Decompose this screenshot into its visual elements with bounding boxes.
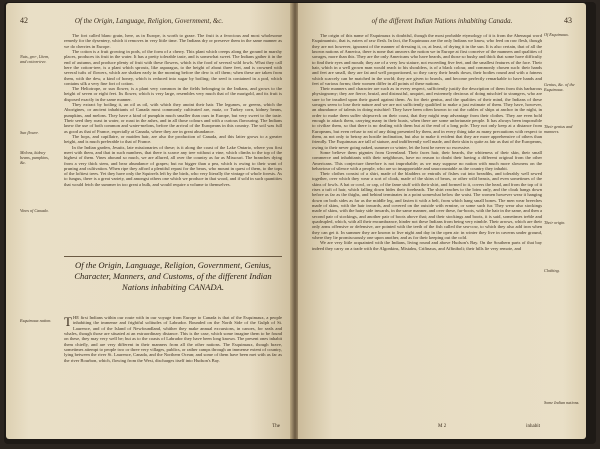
left-paragraph: The cotton is a fruit growing in pods, of the form of a cherry. This plant which creeps along the ground in marshy places, produces its fruit in the water. It has a pretty tolerable taste, and is somewhat sweet. The Indians gather it in the end of autumn, and produce plenty of fruit with these flowers, which is the food of several wild fowls. What they call here the cotton-tree, is a plant which sprouts, like asparagus, to the height of about three feet, and is crowned with several tufts of flowers, which are shaken early in the morning before the dew is off them; when these are taken from them, with the dew, a kind of honey, which is reduced into sugar by boiling; the seed is contained in a pod, which contains silk a very fine fort of cotton. (64, 48, 282, 86)
left-paragraph: The hops, and capillaire, or maiden hair, are also the production of Canada, and this latter grows to a greater height, and is much preferable to that of France. (64, 133, 282, 145)
right-running-head: of the different Indian Nations inhabiting Canada. (371, 17, 513, 25)
left-margin-note: Vines of Canada. (20, 208, 49, 213)
signature-mark: M 2 (438, 424, 447, 429)
left-paragraph: In the Indian garden, Jesuits, late missionaries of these; is it along the coast of the Lake Ontario, where you first meet with them, and that in such numbers, that there is scarce any tree without a vine, which climbs to the top of the highest of them. Vines abound so much, we are allured, all over the country as far as Missouri. The branches dying from a very thick stem, and bear abundance of grapes; but no bigger than a pea, which is owing to their want of pruning and cultivation. When ripe they afford a plentiful repast for the bears, who mount in quest of them, to the tops of the loftiest trees. Yet they have only the Squirrels left by the birds, who very literally the vintage of whole forests. As to fungus, there is a great variety, and amongst others one which we produce in that wood, and if sold in such quantities that would fetch the summer in too great a bulk, and would require a volume to themselves. (64, 144, 282, 187)
right-page-number: 43 (564, 16, 572, 25)
chapter-opening-text (64, 315, 282, 363)
left-margin-note: Nuts, gro-, Lhem, and cotton-tree. (20, 54, 50, 64)
right-body-text (312, 33, 542, 251)
right-margin-note: Genius, &c. of the Esquimaux. (544, 82, 575, 92)
chapter-title: Of the Origin, Language, Religion, Government, Genius, Character, Manners, and Customs, of the different Indian Nations inhabiting CANADA. (74, 260, 272, 292)
right-paragraph: The origin of this name of Esquimaux is doubtful, though the most probable etymology of it is from the Abenaqui word Esquimantsic, that is, eaters of raw flesh. In fact, the Esquimaux are the only Indians we know, who feed on raw flesh, though they are not however, ignorant of the manner of dressing it, or, at least, of drying it in the sun. It is also certain, that of all the known nations of America, there is none that answers the notion we in Europe at first conceive of the manners and qualities of savages, more than this. They are the only Americans who have beards, and those so bushy and thick that some have difficulty to find their eyes and mouth; they are of a very low stature, not exceeding five feet, and the smallest features of the face. Their hair, which in a well grown man would reach to his shoulders, is of a black colour, and commonly chosen such: their hands and feet are small, they are fat and well proportioned, so they carry their heads down, their bodies round and with a fatness which scarcely can be matched in the world; they are given to brawls, and become perfectly remarkable to have hands and feet of various forms; their women differ in all points of these nations. (312, 33, 542, 86)
left-margin-note: Sun flower. (20, 130, 39, 135)
right-margin-note: Clothing. (544, 268, 560, 273)
right-catchword: inhabit (526, 424, 540, 429)
left-paragraph: The Heliotrope, or sun flower, is a plant very common in the fields belonging to the Indians, and grows to the height of seven or eight feet. Its flower, which is very large, resembles very much that of the marigold, and its fruit is disposed exactly in the same manner. (64, 86, 282, 102)
left-catchword: The (272, 424, 280, 429)
left-paragraph: They extract by boiling it, an oil as oil, with which they anoint their hair. The legumes, or greens, which the Aborigines, or ancient inhabitants of Canada most commonly cultivated are, maiz, or Turkey corn, kidney beans, pumpkins, and melons. They have a kind of pumpkin much smaller than ours in Europe, but very sweet to the taste. Their seed they roast in water, or roast in the ashes, and in all those colours and with a curious flavouring. The Indians knew the use of both common and water-melons, before the arrival of the Europeans in this country. The soil was full as good as that of France, especially at Canada, where they are in great abundance. (64, 102, 282, 134)
left-margin-note-chapter: Esquimaux nation. (20, 318, 52, 323)
right-margin-note: Their origin. (544, 220, 566, 225)
drop-cap: T (64, 314, 72, 329)
chapter-rule (64, 256, 282, 257)
left-margin-note: Melons, kidney beans, pumpkins, &c. (20, 150, 49, 165)
left-running-head: Of the Origin, Language, Religion, Government, &c. (74, 17, 224, 25)
right-paragraph: Their manners and character are such as in every respect, sufficiently justify the description of them from this barbarous physiognomy; they are fierce, brutal, and distrustful, unquiet, and extremely desirous of doing mischief to strangers, who are sure to be insulted upon their guard against them. As for their genius, and the qualities of their mind, the Indians of these savages seem to lose their nature and we are not sufficiently qualified to make a just estimate of them. They have, however, an abundance of talents in doing mischief: They have been often known to cut the cables of ships at anchor in the night, in order to make them suffer shipwreck on their coast, that they might reap advantage from their clothes. They are even bold enough to attack them, carrying many in their boats, when there are some unfortunate people. It has always been impossible to civilize them, so that there is no dealing with them but at the end of a long pole. They not only keep at a distance from Europeans, but even refuse to eat of any thing presented by them, and in every thing take as many precautions with respect to them, as not only to betray an hostile inclination, but also to make it evident that they are more apprehensive of others than friendly. The Esquimaux are tall of stature, and indifferently well made, and their skin is quite as fair as that of the Europeans, owing to their never going naked, summer or winter, let the heat be never so excessive. (312, 86, 542, 150)
right-margin-note: Some Indian nations. (544, 400, 580, 405)
right-page (298, 3, 586, 439)
left-page-number: 42 (20, 16, 28, 25)
right-paragraph: Their clothes consist of a shirt, made of the bladders or entrails of fishes cut into breadths, and tolerably well sewed together, over which they wear a sort of cloak, made of the skins of bears, or other wild beasts, and even sometimes of the skins of fowls. A hat or cowl, or cap, of the fame stuff with their shirt, and formed to it, covers the head, and from the top of it rises a tuft of hair, which falling down hides their foreheads. The shirt reaches to the loins only, and the cloak hangs down before as far as the thighs, and behind terminates in a point somewhat below the waist. The women however wear it hanging down on both sides as far as the middle leg, and fasten it with a belt, from which hang small bones. The men wear breeches made of skins, with the hair inwards, and covered on the outside with ermine, or some such fur. They wear also stockings made of skins, with the hairy side inwards, in the same manner, and over these, fur-boots, with the hair in the same, and then a second pair of stockings, and another pair of boots above that; and their stockings and boots, it is said, sometimes treble and quadrupled, which, with all their encumbrance, hinder not these Indians from being very nimble. Their arrows, which are their only arms offensive or defensive, are pointed with the teeth of the fish called the sea-cow, to which they also add iron when they can get it. In summer they are known to live night and day in the open air: in winter they live in caverns under ground, where they lie promiscuously one upon another, and as for their keeping out the cold. (312, 171, 542, 240)
right-paragraph: We are very little acquainted with the Indians, living round and above Hudson's Bay. On the Southern parts of that bay indeed they carry on a trade with the Algonkins, Mistalns, Crifinaux, and Affiniboli; their hills lie very remote, and (312, 240, 542, 251)
right-margin-note: Their genius and manners. (544, 124, 573, 134)
right-paragraph: Some believe them pigmies from Greenland. Their faces hair, their beards, the whiteness of their skin, their small commerce and inhabitants with their neighbours, have no reason to doubt their having a different original from the other Americans. This conjecture therefore is not improbable; as we may suppose no nation with much more slowness on the behaviour of silence with a people, who are so insupportable and unaccountable as the country they inhabit. (312, 149, 542, 171)
left-paragraph: The fort called blanc grain, here, as in Europe, is worth to graze. The fruit is a ferocious and most wholesome remedy for the dysentery, which it removes in very little time. The Indians dry or preserve them in the same manner as we do cherries in Europe. (64, 33, 282, 49)
left-page (6, 3, 292, 439)
chapter-text: HE first Indians within our route with in our voyage from Europe to Canada is that of the Esquimaux, a people inhabiting the immense and frightful solitudes of Labrador. Bounded on the North Side of the Gulph of St. Laurence, and of the Island of Newfoundland, whither they make annual excursions, in canoes, for seals and whales, though those are situated at an extraordinary distance. This is the case, which some imagine them to be found on these, they may very well be; but as to the coasts of Labrador they have been long known. The present ones inhabit them chiefly, and are very different in their manners from all the other nations. The Esquimaux, though brave, sometimes attempt to people two or three very villages, publics, or rather camps through an immense extent of country, lying between the river St. Laurence, Canada, and the Northern Ocean; and some of them have been met with as far as the river Bourbon, which, flowing from the West, discharges itself into Hudson's Bay. (64, 315, 282, 363)
chapter-opening-paragraph (64, 315, 282, 363)
right-margin-note: Of Esquimaux. (544, 32, 569, 37)
left-body-text (64, 33, 282, 187)
